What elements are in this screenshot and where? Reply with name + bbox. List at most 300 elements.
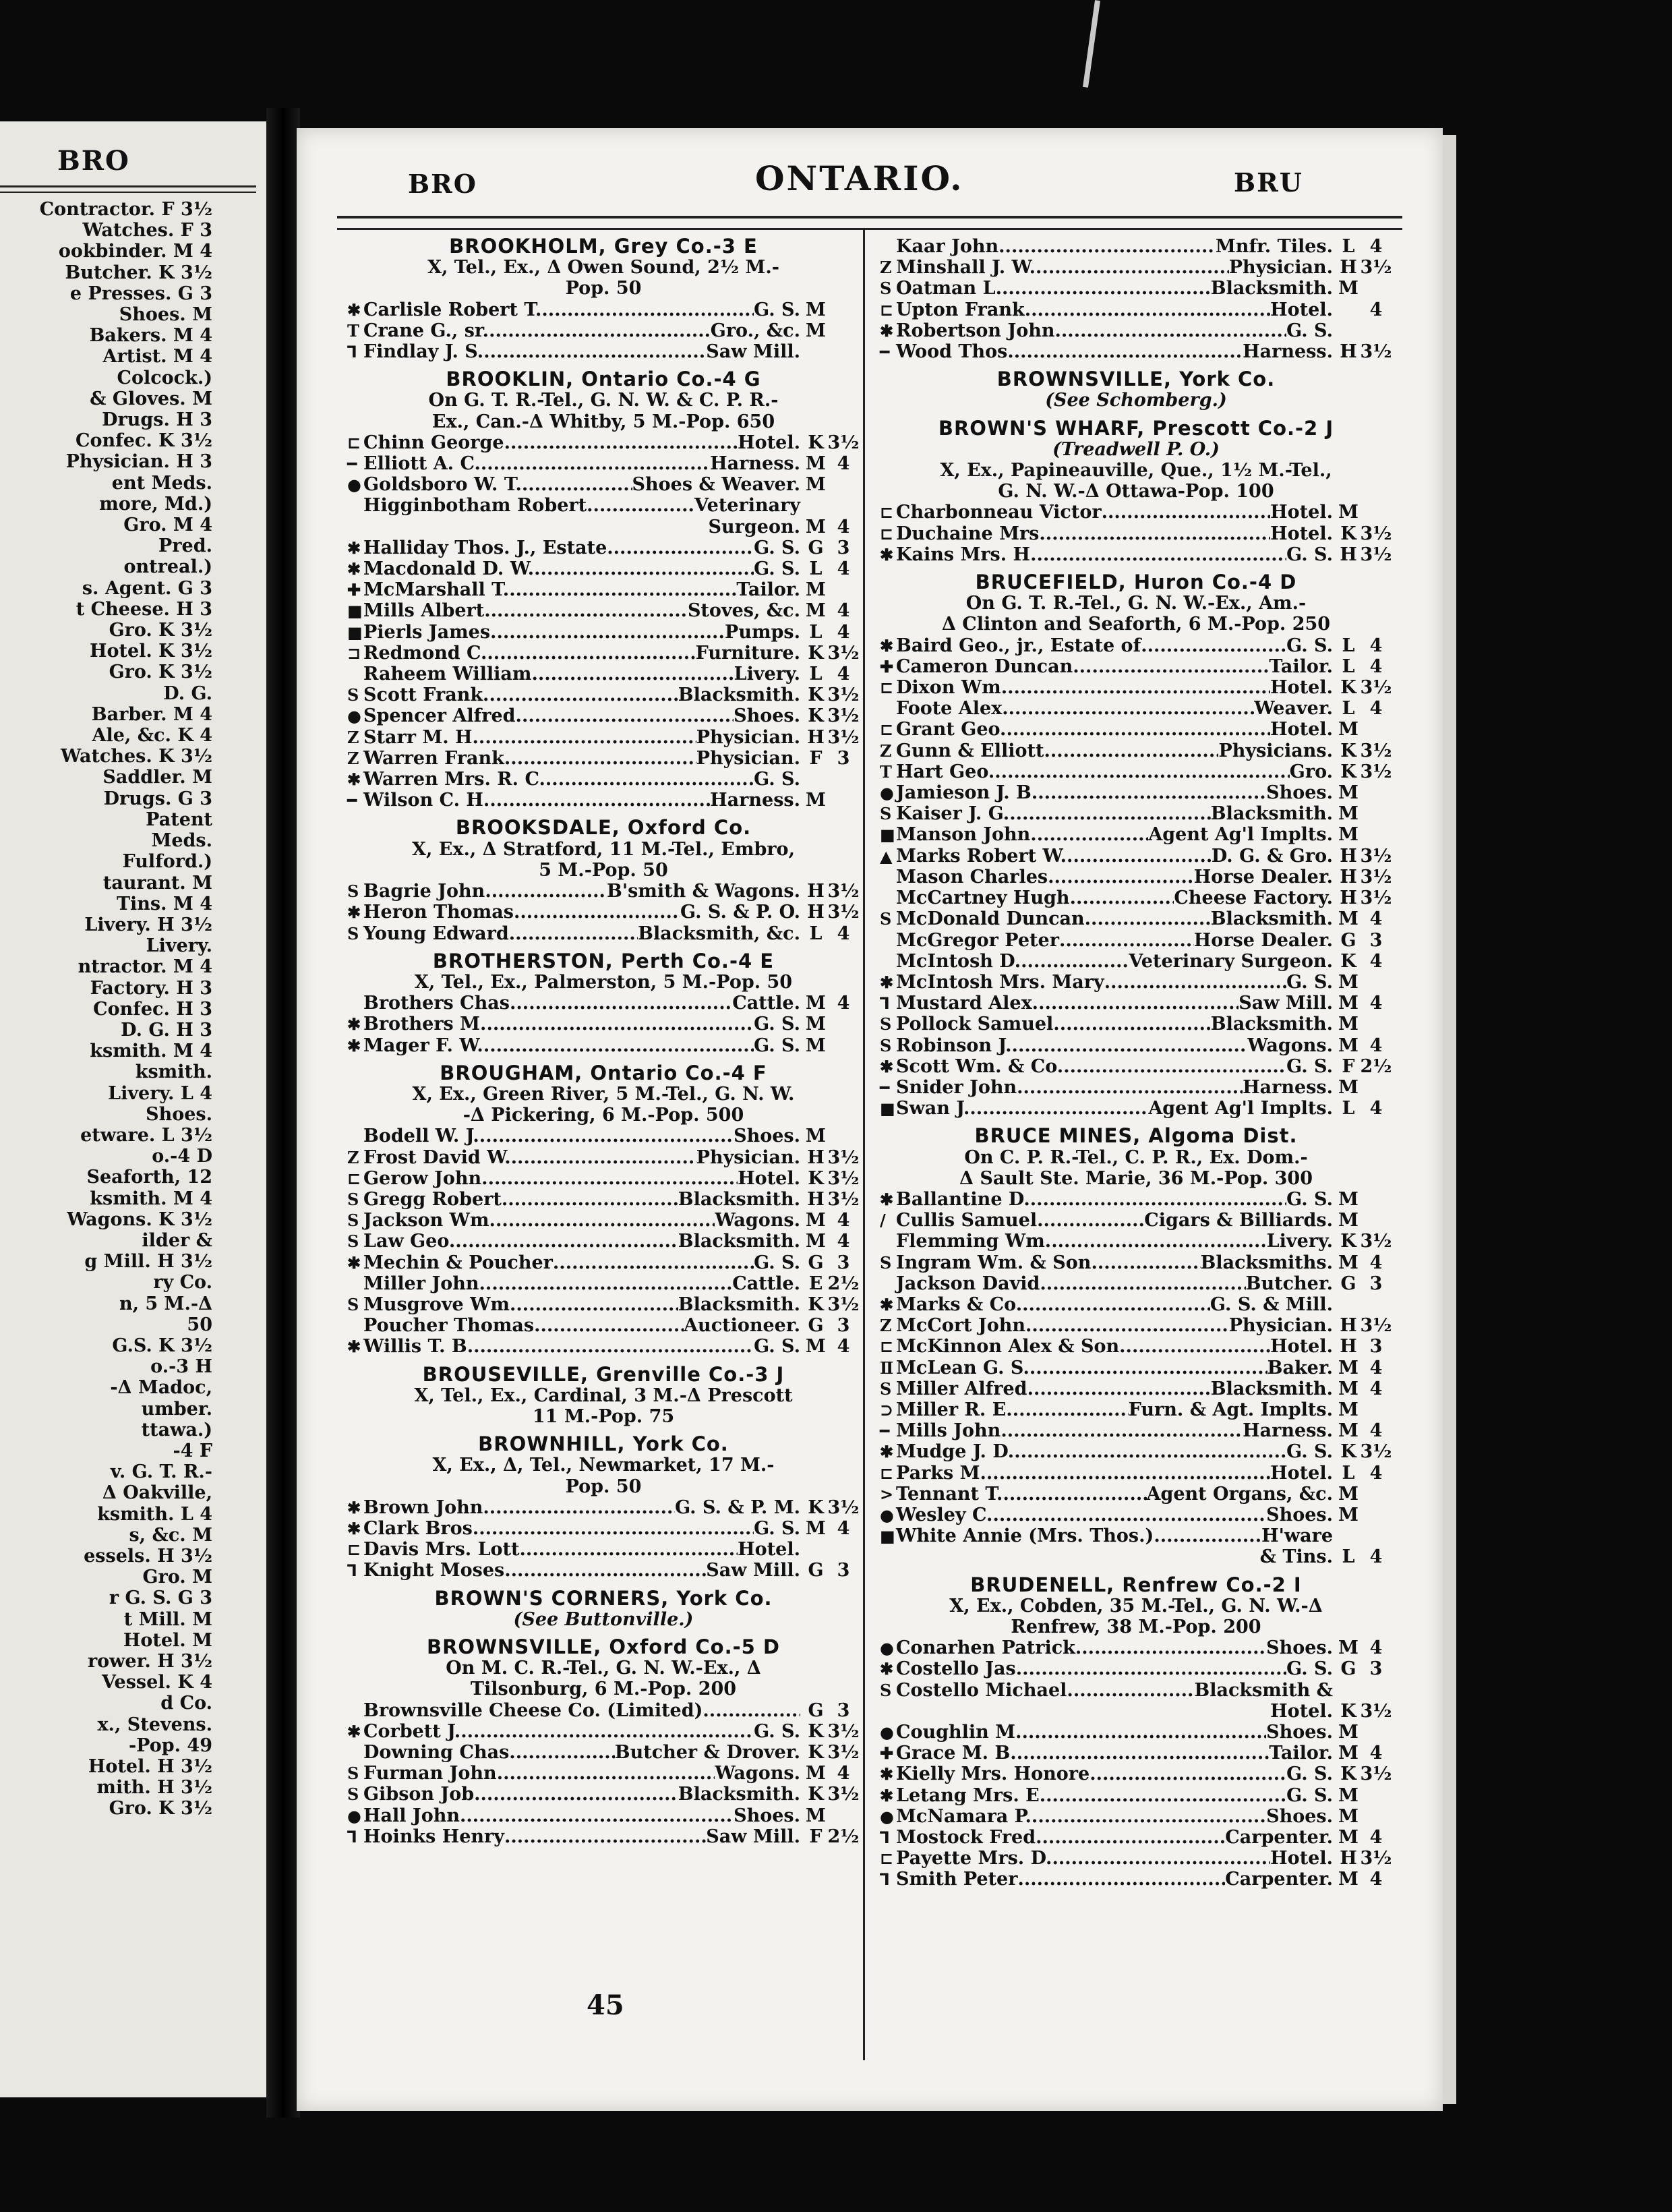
trade-symbol-icon: ● — [880, 1638, 894, 1658]
business-name: Miller R. E. — [896, 1399, 1013, 1420]
trade-symbol-icon: S — [880, 1035, 892, 1055]
leader-dots — [1119, 1336, 1270, 1357]
credit-rating: H — [807, 1188, 825, 1210]
entry-continuation — [347, 517, 860, 537]
left-page-row: Gro. K 3½ — [109, 1798, 212, 1820]
business-entry — [880, 1505, 1392, 1525]
credit-rating: L — [1342, 1462, 1355, 1484]
business-entry — [347, 1014, 860, 1035]
business-type: G. S. — [1286, 544, 1333, 565]
left-page-row: ookbinder. M 4 — [58, 241, 212, 262]
business-type: Hotel. — [1270, 523, 1333, 544]
business-entry — [880, 887, 1392, 908]
trade-symbol-icon: T — [880, 761, 892, 782]
leader-dots — [1037, 1210, 1144, 1231]
leader-dots — [504, 748, 696, 769]
credit-rating: M — [806, 474, 826, 496]
credit-rating: H — [1340, 341, 1357, 363]
left-page-row: more, Md.) — [99, 493, 212, 515]
business-type: Harness. — [1243, 341, 1333, 363]
leader-dots — [516, 705, 734, 726]
film-scratch — [1083, 0, 1100, 88]
credit-rating: K — [1340, 1700, 1356, 1722]
trade-symbol-icon: ✱ — [347, 1518, 361, 1538]
leader-dots — [522, 474, 632, 495]
page-header — [297, 148, 1443, 199]
business-type: Blacksmith. — [678, 1188, 800, 1210]
credit-rating: K — [808, 1293, 824, 1315]
leader-dots — [483, 1035, 754, 1056]
capital-rating: 4 — [1369, 299, 1383, 320]
credit-rating: K — [808, 685, 824, 706]
business-type: G. S. — [1286, 320, 1333, 341]
business-entry — [880, 1420, 1392, 1441]
left-page-row: Confec. H 3 — [93, 998, 212, 1020]
leader-dots — [489, 790, 710, 811]
credit-rating: H — [1340, 887, 1357, 909]
leader-dots — [1063, 1056, 1286, 1077]
trade-symbol-icon: S — [347, 1189, 359, 1209]
trade-symbol-icon: ● — [880, 1806, 894, 1826]
capital-rating: 4 — [837, 1210, 850, 1231]
business-type: Hotel. — [1270, 719, 1333, 740]
capital-rating: 4 — [1369, 993, 1383, 1014]
leader-dots — [1014, 1441, 1286, 1462]
trade-symbol-icon: ✱ — [347, 902, 361, 923]
business-entry — [880, 1827, 1392, 1848]
credit-rating: G — [808, 1252, 824, 1273]
entry-continuation — [880, 1546, 1392, 1567]
town-heading: BROWN'S CORNERS, York Co. — [434, 1586, 773, 1610]
business-name: Coughlin M. — [896, 1722, 1022, 1743]
business-type: Stoves, &c. — [687, 600, 800, 622]
business-name: Elliott A. C. — [363, 453, 481, 475]
business-type: G. S. — [1286, 1784, 1333, 1806]
business-name: Scott Frank — [363, 685, 483, 706]
business-type: Physician. — [696, 747, 800, 769]
credit-rating: K — [808, 1742, 824, 1764]
business-type: G. S. — [1286, 635, 1333, 656]
business-name: Kains Mrs. H. — [896, 544, 1037, 565]
trade-symbol-icon: ✱ — [347, 769, 361, 790]
trade-symbol-icon: ✚ — [880, 656, 894, 676]
business-entry — [347, 453, 860, 474]
continuation-text: Surgeon. — [708, 516, 800, 537]
left-page-row: ksmith. M 4 — [90, 1041, 212, 1062]
left-page-row: Hotel. K 3½ — [89, 641, 212, 662]
capital-rating: 3½ — [1360, 544, 1392, 565]
business-entry — [347, 664, 860, 685]
credit-rating: H — [1340, 257, 1357, 279]
town-info: 5 M.-Pop. 50 — [539, 859, 668, 881]
business-entry — [347, 341, 860, 362]
business-type: Blacksmith. — [1210, 278, 1333, 299]
credit-rating: M — [1338, 1420, 1358, 1442]
header-title: ONTARIO. — [755, 158, 964, 198]
business-type: Hotel. — [1270, 299, 1333, 320]
leader-dots — [1009, 698, 1255, 719]
left-page-rule — [0, 185, 256, 193]
business-name: Findlay J. S. — [363, 341, 484, 363]
business-type: Hotel. — [1270, 1336, 1333, 1358]
business-entry — [347, 705, 860, 726]
credit-rating: K — [1340, 761, 1356, 782]
credit-rating: M — [1338, 1210, 1358, 1231]
capital-rating: 3½ — [827, 1784, 860, 1805]
trade-symbol-icon: ⅂ — [347, 342, 357, 362]
business-entry — [347, 1273, 860, 1294]
business-entry — [347, 579, 860, 600]
capital-rating: 4 — [1369, 1098, 1383, 1119]
business-entry — [347, 1189, 860, 1210]
leader-dots — [969, 1098, 1148, 1119]
credit-rating: F — [1342, 1055, 1355, 1077]
business-name: Gibson Job — [363, 1784, 475, 1805]
business-type: G. S. — [754, 1517, 800, 1539]
left-page-row: d Co. — [160, 1693, 212, 1714]
business-entry — [880, 1273, 1392, 1294]
business-entry — [880, 677, 1392, 698]
business-entry — [880, 1525, 1392, 1546]
left-page-row: Livery. — [146, 935, 212, 957]
business-name: Brown John — [363, 1496, 483, 1518]
left-page-row: Bakers. M 4 — [89, 325, 212, 347]
left-page-row: n, 5 M.-Δ — [119, 1293, 212, 1314]
business-type: G. S. — [1286, 1764, 1333, 1785]
credit-rating: G — [1340, 1658, 1356, 1680]
trade-symbol-icon: S — [880, 1252, 892, 1273]
see-reference: (Treadwell P. O.) — [1052, 438, 1220, 460]
credit-rating: F — [809, 1826, 823, 1847]
business-entry — [880, 523, 1392, 544]
left-page-row: Watches. K 3½ — [60, 746, 212, 767]
capital-rating: 3½ — [1360, 1441, 1392, 1463]
credit-rating: M — [1338, 1014, 1358, 1035]
business-entry — [880, 635, 1392, 656]
left-page-row: ontreal.) — [123, 556, 212, 578]
business-type: Physician. — [696, 1146, 800, 1168]
capital-rating: 3½ — [1360, 523, 1392, 544]
business-entry — [347, 1147, 860, 1168]
credit-rating: M — [806, 1126, 826, 1147]
leader-dots — [496, 1210, 715, 1231]
left-page-row: Contractor. F 3½ — [39, 199, 212, 220]
credit-rating: H — [1340, 544, 1357, 565]
business-type: Butcher & Drover. — [614, 1742, 800, 1764]
credit-rating: M — [1338, 908, 1358, 930]
see-reference: (See Buttonville.) — [513, 1608, 694, 1630]
business-type: Hotel. — [738, 1167, 800, 1189]
left-page-row: s, &c. M — [129, 1524, 212, 1546]
business-type: Hotel. — [1270, 1462, 1333, 1484]
credit-rating: M — [806, 1805, 826, 1826]
credit-rating: K — [808, 1720, 824, 1742]
business-type: Tailor. — [1269, 656, 1333, 677]
town-info: Δ Sault Ste. Marie, 36 M.-Pop. 300 — [959, 1167, 1313, 1189]
left-page-row: x., Stevens. — [97, 1714, 212, 1735]
leader-dots — [1051, 1231, 1266, 1252]
town-heading: BRUCE MINES, Algoma Dist. — [974, 1124, 1298, 1148]
left-page-row: ksmith. L 4 — [97, 1503, 212, 1525]
business-name: Downing Chas. — [363, 1742, 516, 1764]
capital-rating: 2½ — [827, 1826, 860, 1847]
leader-dots — [703, 1700, 800, 1721]
leader-dots — [534, 558, 754, 579]
capital-rating: 4 — [1369, 1546, 1383, 1568]
business-entry — [880, 236, 1392, 257]
business-entry — [880, 1077, 1392, 1098]
business-entry — [347, 1231, 860, 1252]
business-type: G. S. — [754, 537, 800, 558]
leader-dots — [1017, 1077, 1243, 1098]
business-name: Spencer Alfred — [363, 705, 516, 727]
business-entry — [880, 502, 1392, 523]
trade-symbol-icon: ✱ — [347, 1035, 361, 1055]
capital-rating: 4 — [1369, 1378, 1383, 1399]
left-page-header: BRO — [57, 145, 130, 177]
business-entry — [880, 1680, 1392, 1701]
leader-dots — [483, 685, 678, 705]
leader-dots — [1141, 635, 1286, 656]
leader-dots — [497, 1763, 715, 1784]
business-name: McCort John — [896, 1315, 1025, 1337]
capital-rating: 4 — [837, 1763, 850, 1784]
business-entry — [880, 782, 1392, 803]
business-entry — [880, 656, 1392, 677]
leader-dots — [998, 236, 1216, 257]
business-type: Harness. — [1243, 1076, 1333, 1098]
credit-rating: M — [806, 790, 826, 811]
capital-rating: 4 — [1369, 236, 1383, 257]
left-page-row: Gro. K 3½ — [109, 662, 212, 683]
business-name: Hoinks Henry — [363, 1826, 504, 1847]
capital-rating: 4 — [837, 621, 850, 643]
town-heading: BROUSEVILLE, Grenville Co.-3 J — [422, 1362, 785, 1386]
capital-rating: 4 — [1369, 950, 1383, 972]
trade-symbol-icon: ■ — [880, 825, 895, 845]
trade-symbol-icon: ✱ — [347, 1497, 361, 1517]
leader-dots — [1038, 993, 1238, 1014]
business-entry — [347, 1210, 860, 1231]
business-name: Brownsville Cheese Co. (Limited) — [363, 1699, 703, 1721]
credit-rating: K — [1340, 740, 1356, 761]
trade-symbol-icon: ✱ — [347, 537, 361, 558]
town-info: -Δ Pickering, 6 M.-Pop. 500 — [462, 1105, 744, 1126]
business-entry — [880, 1463, 1392, 1484]
business-type: Blacksmith, &c. — [638, 923, 800, 944]
left-page-row: D. G. H 3 — [121, 1019, 212, 1041]
business-name: Poucher Thomas — [363, 1315, 535, 1337]
capital-rating: 4 — [837, 558, 850, 580]
business-entry — [880, 930, 1392, 951]
continuation-text: Hotel. — [1270, 1700, 1333, 1722]
credit-rating: M — [1338, 502, 1358, 523]
credit-rating: H — [1340, 1336, 1357, 1358]
trade-symbol-icon: ⊏ — [880, 678, 894, 698]
left-page-row: Vessel. K 4 — [102, 1672, 212, 1693]
business-type: Saw Mill. — [706, 1560, 800, 1581]
business-type: G. S. — [754, 1035, 800, 1056]
left-page-row: ntractor. M 4 — [78, 956, 212, 978]
business-name: Willis T. B. — [363, 1336, 474, 1358]
leader-dots — [473, 1336, 754, 1357]
business-name: Foote Alex. — [896, 698, 1009, 720]
business-type: Wagons. — [715, 1763, 800, 1784]
business-type: G. S. — [754, 1720, 800, 1742]
trade-symbol-icon: ✱ — [880, 544, 894, 564]
business-type: Harness. — [710, 790, 800, 811]
business-type: Baker. — [1267, 1357, 1333, 1378]
business-entry — [880, 1315, 1392, 1336]
credit-rating: L — [809, 558, 823, 580]
credit-rating: M — [806, 299, 826, 320]
business-type: G. S. & P. O. — [680, 902, 800, 923]
business-name: Frost David W. — [363, 1146, 511, 1168]
capital-rating: 4 — [837, 1336, 850, 1358]
business-entry — [347, 600, 860, 621]
leader-dots — [1059, 930, 1194, 951]
business-name: Brothers Chas. — [363, 993, 516, 1014]
trade-symbol-icon: ✱ — [347, 1337, 361, 1357]
trade-symbol-icon: ✱ — [880, 1659, 894, 1679]
capital-rating: 4 — [1369, 1252, 1383, 1273]
leader-dots — [1091, 1252, 1200, 1273]
business-entry — [347, 1721, 860, 1742]
leader-dots — [553, 1252, 754, 1273]
left-page-row: -4 F — [173, 1440, 212, 1461]
business-name: McIntosh D. — [896, 950, 1021, 972]
leader-dots — [485, 881, 607, 902]
business-entry — [880, 972, 1392, 993]
trade-symbol-icon: ⅂ — [347, 1561, 357, 1581]
capital-rating: 3½ — [827, 432, 860, 453]
business-type: Gro. — [1289, 761, 1333, 782]
credit-rating: M — [1338, 1869, 1358, 1890]
trade-symbol-icon: ⊏ — [880, 1463, 894, 1483]
leader-dots — [479, 1273, 733, 1294]
business-type: Hotel. — [738, 432, 800, 453]
credit-rating: K — [1340, 1441, 1356, 1463]
business-type: Tailor. — [1269, 1743, 1333, 1764]
business-type: G. S. — [1286, 971, 1333, 993]
trade-symbol-icon: ✱ — [347, 559, 361, 579]
credit-rating: M — [1338, 1252, 1358, 1273]
capital-rating: 4 — [1369, 1827, 1383, 1849]
business-type: Hotel. — [738, 1539, 800, 1561]
business-name: McKinnon Alex & Son — [896, 1336, 1120, 1358]
leader-dots — [504, 432, 738, 453]
trade-symbol-icon: ✱ — [347, 1721, 361, 1741]
capital-rating: 4 — [1369, 1462, 1383, 1484]
capital-rating: 3 — [1369, 1273, 1383, 1294]
town-info: Renfrew, 38 M.-Pop. 200 — [1011, 1617, 1261, 1637]
business-entry — [880, 1806, 1392, 1827]
left-page-row: D. G. — [163, 682, 212, 704]
business-entry — [347, 299, 860, 320]
credit-rating: G — [1340, 1273, 1356, 1294]
leader-dots — [1009, 803, 1211, 824]
business-type: G. S. — [1286, 1055, 1333, 1077]
business-type: G. S. & Mill. — [1210, 1293, 1333, 1315]
leader-dots — [1022, 1294, 1210, 1315]
capital-rating: 3½ — [1360, 761, 1392, 782]
business-name: Upton Frank — [896, 299, 1025, 320]
credit-rating: G — [808, 1560, 824, 1581]
business-entry — [347, 474, 860, 495]
business-type: Shoes. — [1266, 1504, 1333, 1525]
capital-rating: 4 — [837, 1517, 850, 1539]
business-entry — [347, 1497, 860, 1518]
business-type: Blacksmith. — [678, 1784, 800, 1805]
leader-dots — [1022, 1658, 1286, 1679]
leader-dots — [1044, 740, 1218, 761]
business-type: Blacksmith. — [678, 1231, 800, 1252]
business-name: Clark Bros. — [363, 1517, 479, 1539]
business-name: Brothers M. — [363, 1014, 487, 1035]
credit-rating: H — [807, 726, 825, 748]
credit-rating: K — [808, 642, 824, 664]
business-type: Livery. — [734, 664, 800, 685]
business-name: McNamara P. — [896, 1805, 1032, 1827]
business-name: Baird Geo., jr., Estate of — [896, 635, 1141, 656]
credit-rating: M — [1338, 719, 1358, 740]
leader-dots — [490, 622, 725, 643]
leader-dots — [986, 1463, 1270, 1484]
business-name: Conarhen Patrick — [896, 1637, 1075, 1659]
credit-rating: K — [808, 1496, 824, 1518]
left-page-row: Seaforth, 12 — [86, 1167, 212, 1188]
credit-rating: M — [1338, 1504, 1358, 1525]
capital-rating: 3½ — [827, 881, 860, 902]
credit-rating: K — [1340, 523, 1356, 544]
business-entry — [880, 761, 1392, 782]
trade-symbol-icon: ✚ — [880, 1743, 894, 1764]
left-page-row: Shoes. — [146, 1103, 212, 1125]
capital-rating: 3½ — [827, 642, 860, 664]
business-type: Butcher. — [1245, 1273, 1333, 1294]
leader-dots — [1036, 257, 1229, 278]
leader-dots — [486, 1014, 754, 1035]
credit-rating: M — [806, 1210, 826, 1231]
business-type: Carpenter. — [1225, 1869, 1333, 1890]
leader-dots — [1014, 341, 1243, 362]
business-entry — [880, 257, 1392, 278]
business-name: Mason Charles — [896, 866, 1048, 887]
business-name: Grace M. B. — [896, 1743, 1017, 1764]
business-entry — [347, 558, 860, 579]
capital-rating: 3½ — [827, 705, 860, 727]
trade-symbol-icon: ✱ — [880, 1189, 894, 1209]
business-type: Saw Mill. — [706, 1826, 800, 1847]
business-entry — [880, 1336, 1392, 1357]
town-heading: BROWNSVILLE, Oxford Co.-5 D — [426, 1635, 780, 1658]
trade-symbol-icon: ✱ — [880, 1442, 894, 1462]
leader-dots — [1012, 1035, 1248, 1056]
business-entry — [347, 993, 860, 1014]
credit-rating: M — [1338, 1357, 1358, 1378]
capital-rating: 3½ — [827, 685, 860, 706]
left-page-row: Physician. H 3 — [65, 451, 212, 473]
credit-rating: L — [1342, 236, 1355, 257]
business-name: Corbett J. — [363, 1720, 461, 1742]
business-entry — [880, 1722, 1392, 1743]
credit-rating: G — [808, 1315, 824, 1337]
trade-symbol-icon: ⊏ — [880, 1337, 894, 1357]
trade-symbol-icon: Z — [347, 748, 359, 768]
left-page-row: t Cheese. H 3 — [76, 598, 212, 620]
entry-continuation — [880, 1701, 1392, 1722]
town-info: Δ Clinton and Seaforth, 6 M.-Pop. 250 — [941, 614, 1331, 635]
